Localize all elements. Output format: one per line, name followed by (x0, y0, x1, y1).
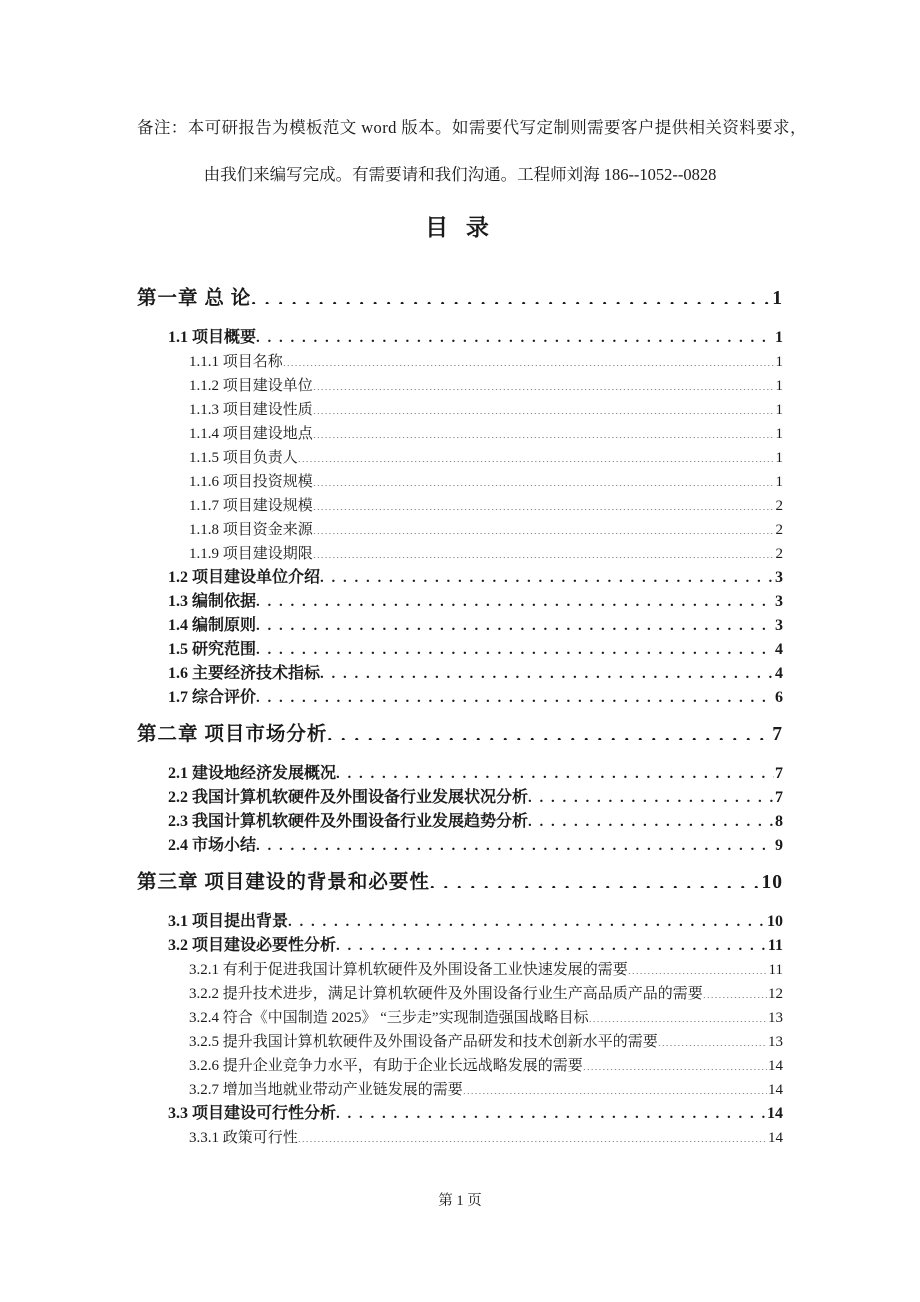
toc-entry-label: 1.1.5 项目负责人 (189, 450, 298, 466)
toc-entry-page: 1 (775, 378, 783, 394)
toc-entry-label: 1.1.6 项目投资规模 (189, 474, 313, 490)
toc-entry-label: 1.4 编制原则 (168, 617, 257, 634)
toc-entry-page: 4 (775, 641, 783, 658)
toc-entry-label: 2.2 我国计算机软硬件及外围设备行业发展状况分析 (168, 789, 529, 806)
toc-entry[interactable] (189, 374, 783, 398)
toc-entry[interactable] (189, 1054, 783, 1078)
toc-entry[interactable] (168, 762, 783, 786)
toc-entry-label: 1.3 编制依据 (168, 593, 257, 610)
note-line-2: 由我们来编写完成。有需要请和我们沟通。工程师刘海 186--1052--0828 (203, 165, 717, 184)
toc-entry[interactable] (168, 614, 783, 638)
toc-entry[interactable] (168, 1102, 783, 1126)
toc-leader-dots (703, 983, 767, 998)
toc-leader-dots (256, 326, 774, 342)
toc-entry-label: 3.2.7 增加当地就业带动产业链发展的需要 (189, 1082, 463, 1098)
toc-entry-page: 14 (768, 1058, 783, 1074)
toc-title: 目 录 (425, 215, 495, 240)
toc-entry-label: 1.7 综合评价 (168, 689, 257, 706)
toc-entry-page: 6 (775, 689, 783, 706)
toc-entry[interactable] (168, 934, 783, 958)
toc-entry-page: 14 (768, 1130, 783, 1146)
toc-entry-label: 1.6 主要经济技术指标 (168, 665, 321, 682)
toc-entry-label: 1.1.1 项目名称 (189, 354, 283, 370)
toc-entry-page: 3 (775, 569, 783, 586)
toc-leader-dots (256, 590, 774, 606)
toc-entry[interactable] (168, 834, 783, 858)
toc-entry-page: 3 (775, 617, 783, 634)
toc-leader-dots (313, 375, 775, 390)
toc-leader-dots (256, 686, 774, 702)
toc-entry[interactable] (189, 398, 783, 422)
toc-entry[interactable] (168, 686, 783, 710)
toc-leader-dots (336, 1102, 766, 1118)
toc-entry-page: 1 (775, 402, 783, 418)
toc-entry-page: 10 (767, 913, 783, 930)
toc-entry-page: 12 (768, 986, 783, 1002)
toc-leader-dots (320, 662, 774, 678)
toc-entry-label: 第三章 项目建设的背景和必要性 (137, 872, 430, 893)
toc-entry-page: 7 (772, 724, 783, 745)
toc-leader-dots (336, 762, 774, 778)
toc-entry-label: 3.2.6 提升企业竞争力水平，有助于企业长远战略发展的需要 (189, 1058, 583, 1074)
toc-entry-page: 1 (775, 329, 783, 346)
toc-entry[interactable] (189, 518, 783, 542)
toc-entry[interactable] (189, 494, 783, 518)
toc-entry[interactable] (168, 786, 783, 810)
toc-leader-dots (256, 638, 774, 654)
toc-entry-page: 13 (768, 1010, 783, 1026)
toc-entry-label: 1.5 研究范围 (168, 641, 257, 658)
toc-entry-page: 11 (767, 937, 783, 954)
toc-entry-label: 1.1 项目概要 (168, 329, 257, 346)
toc-entry-label: 2.3 我国计算机软硬件及外围设备行业发展趋势分析 (168, 813, 529, 830)
note-paragraph (137, 104, 807, 198)
toc-leader-dots (336, 934, 767, 950)
toc-leader-dots (256, 834, 774, 850)
toc-leader-dots (528, 810, 774, 826)
toc-entry-page: 7 (775, 765, 783, 782)
toc-leader-dots (589, 1007, 767, 1022)
toc-leader-dots (313, 399, 775, 414)
toc-entry[interactable] (137, 868, 783, 898)
toc-leader-dots (313, 423, 775, 438)
toc-leader-dots (430, 869, 761, 889)
toc-entry[interactable] (168, 638, 783, 662)
toc-entry[interactable] (189, 1006, 783, 1030)
toc-entry-label: 第一章 总 论 (137, 288, 252, 309)
toc-leader-dots (313, 495, 775, 510)
toc-entry-label: 1.1.9 项目建设期限 (189, 546, 313, 562)
toc-leader-dots (298, 1127, 767, 1142)
toc-entry-label: 2.4 市场小结 (168, 837, 257, 854)
toc-entry[interactable] (189, 542, 783, 566)
toc-entry-label: 3.2.1 有利于促进我国计算机软硬件及外围设备工业快速发展的需要 (189, 962, 628, 978)
toc-leader-dots (320, 566, 774, 582)
toc-entry[interactable] (168, 662, 783, 686)
toc-entry-label: 1.1.4 项目建设地点 (189, 426, 313, 442)
toc-leader-dots (251, 285, 771, 305)
toc-entry-page: 1 (772, 288, 783, 309)
toc-entry-page: 8 (775, 813, 783, 830)
toc-entry-label: 3.3 项目建设可行性分析 (168, 1105, 337, 1122)
toc-entry-page: 1 (775, 354, 783, 370)
toc-entry[interactable] (189, 982, 783, 1006)
toc-entry-page: 2 (775, 498, 783, 514)
toc-entry[interactable] (189, 470, 783, 494)
toc-entry-label: 1.1.7 项目建设规模 (189, 498, 313, 514)
toc-entry-page: 3 (775, 593, 783, 610)
toc-entry[interactable] (189, 1078, 783, 1102)
toc-entry-page: 2 (775, 522, 783, 538)
toc-entry-page: 14 (768, 1082, 783, 1098)
table-of-contents (137, 284, 783, 1150)
toc-entry-label: 3.2.5 提升我国计算机软硬件及外围设备产品研发和技术创新水平的需要 (189, 1034, 658, 1050)
toc-entry-page: 9 (775, 837, 783, 854)
toc-entry-page: 1 (775, 450, 783, 466)
toc-entry-label: 1.2 项目建设单位介绍 (168, 569, 321, 586)
toc-leader-dots (628, 959, 768, 974)
toc-entry-label: 1.1.8 项目资金来源 (189, 522, 313, 538)
toc-leader-dots (298, 447, 775, 462)
toc-entry-page: 2 (775, 546, 783, 562)
toc-entry[interactable] (189, 1126, 783, 1150)
toc-leader-dots (313, 543, 775, 558)
toc-entry-label: 3.2.4 符合《中国制造 2025》 “三步走”实现制造强国战略目标 (189, 1010, 589, 1026)
toc-leader-dots (313, 519, 775, 534)
toc-entry-label: 3.2 项目建设必要性分析 (168, 937, 337, 954)
toc-entry-label: 3.1 项目提出背景 (168, 913, 289, 930)
toc-entry-page: 7 (775, 789, 783, 806)
toc-leader-dots (528, 786, 774, 802)
toc-entry[interactable] (137, 720, 783, 750)
toc-entry-label: 1.1.3 项目建设性质 (189, 402, 313, 418)
toc-entry[interactable] (189, 422, 783, 446)
page-footer (0, 1189, 920, 1210)
note-line-1: 备注：本可研报告为模板范文 word 版本。如需要代写定制则需要客户提供相关资料要求， (137, 118, 807, 137)
toc-leader-dots (256, 614, 774, 630)
toc-entry[interactable] (189, 446, 783, 470)
toc-entry[interactable] (168, 910, 783, 934)
toc-entry-page: 13 (768, 1034, 783, 1050)
toc-leader-dots (313, 471, 775, 486)
toc-leader-dots (658, 1031, 767, 1046)
toc-entry-page: 1 (775, 474, 783, 490)
toc-leader-dots (583, 1055, 767, 1070)
toc-entry-label: 2.1 建设地经济发展概况 (168, 765, 337, 782)
page-number-label: 第 1 页 (438, 1193, 482, 1209)
toc-entry[interactable] (168, 590, 783, 614)
toc-entry[interactable] (168, 566, 783, 590)
toc-leader-dots (288, 910, 766, 926)
toc-entry-label: 3.3.1 政策可行性 (189, 1130, 298, 1146)
toc-leader-dots (463, 1079, 767, 1094)
toc-entry[interactable] (189, 1030, 783, 1054)
toc-entry-label: 1.1.2 项目建设单位 (189, 378, 313, 394)
toc-entry-page: 10 (761, 872, 783, 893)
toc-entry-page: 1 (775, 426, 783, 442)
toc-entry[interactable] (189, 350, 783, 374)
toc-entry-label: 3.2.2 提升技术进步，满足计算机软硬件及外围设备行业生产高品质产品的需要 (189, 986, 703, 1002)
toc-entry[interactable] (168, 326, 783, 350)
toc-entry-page: 4 (775, 665, 783, 682)
toc-leader-dots (283, 351, 775, 366)
toc-entry[interactable] (137, 284, 783, 314)
toc-entry[interactable] (189, 958, 783, 982)
toc-entry-page: 11 (768, 962, 783, 978)
toc-entry-page: 14 (767, 1105, 783, 1122)
toc-entry[interactable] (168, 810, 783, 834)
toc-entry-label: 第二章 项目市场分析 (137, 724, 328, 745)
toc-leader-dots (327, 721, 771, 741)
